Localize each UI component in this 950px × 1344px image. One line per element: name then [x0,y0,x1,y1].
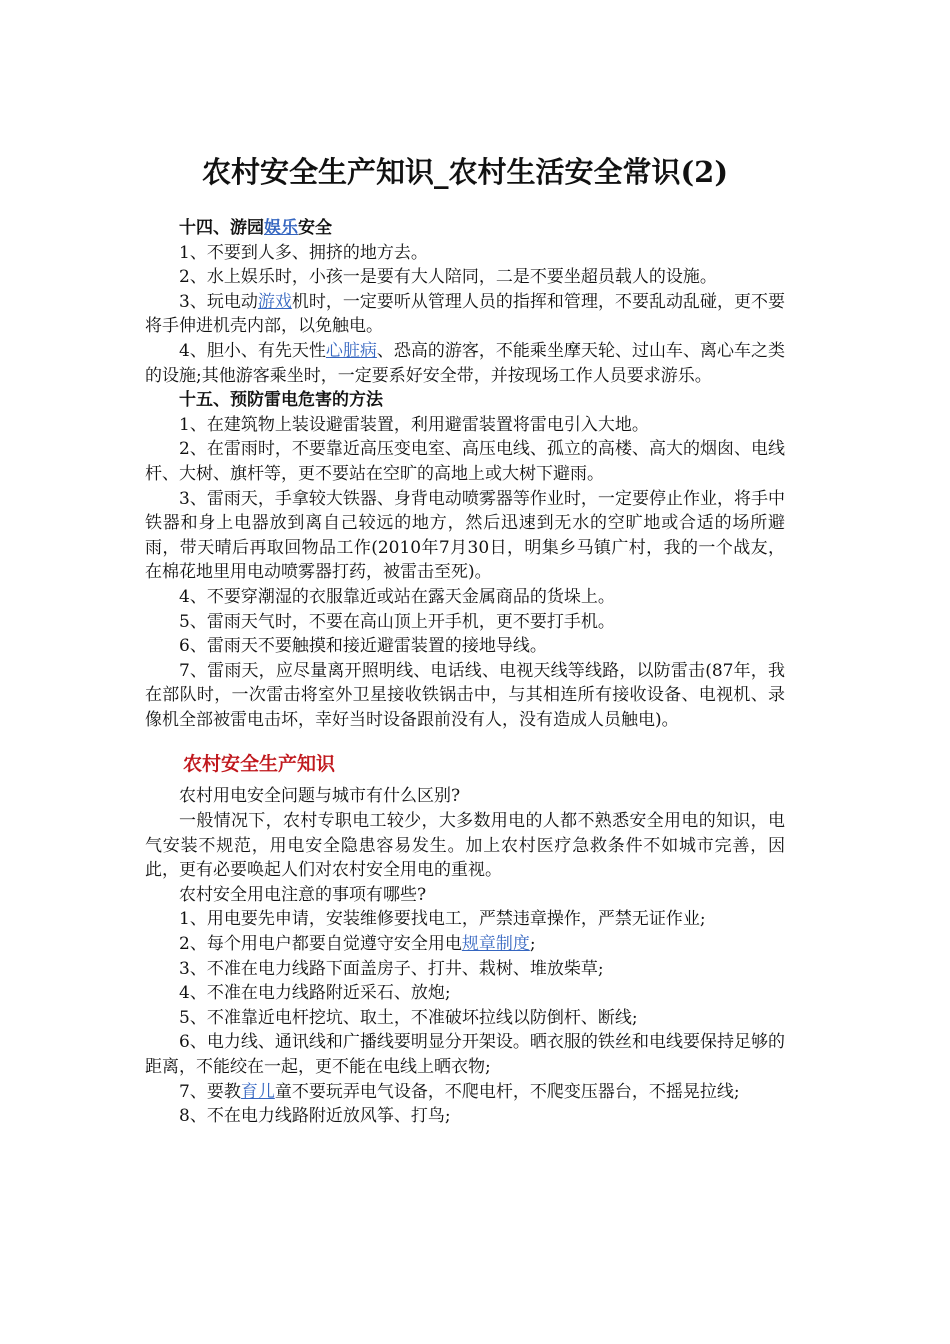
text-span: ; [529,934,536,955]
link-youxi[interactable]: 游戏 [257,291,292,312]
paragraph [145,932,785,957]
paragraph: 农村用电安全问题与城市有什么区别? [179,786,461,807]
red-section-heading: 农村安全生产知识 [183,753,336,776]
paragraph [145,290,785,339]
paragraph: 1、用电要先申请，安装维修要找电工，严禁违章操作，严禁无证作业; [179,909,706,930]
paragraph: 农村安全用电注意的事项有哪些? [179,884,427,905]
paragraph: 2、在雷雨时，不要靠近高压变电室、高压电线、孤立的高楼、高大的烟囱、电线杆、大树、旗杆等，更不要站在空旷的高地上或大树下避雨。 [145,439,785,484]
heading-text: 十四、游园 [179,218,264,238]
paragraph: 3、雷雨天，手拿较大铁器、身背电动喷雾器等作业时，一定要停止作业，将手中铁器和身上电器放到离自己较远的地方，然后迅速到无水的空旷地或合适的场所避雨，带天晴后再取回物品工作(2010年7月30日，明集乡马镇广村，我的一个战友，在棉花地里用电动喷雾器打药，被雷击至死)。 [145,488,785,583]
paragraph [145,339,785,388]
paragraph: 5、不准靠近电杆挖坑、取土，不准破坏拉线以防倒杆、断线; [179,1007,638,1028]
document-body [145,216,785,1129]
link-xinzangbing[interactable]: 心脏病 [325,340,377,361]
paragraph: 5、雷雨天气时，不要在高山顶上开手机，更不要打手机。 [179,611,615,632]
paragraph: 6、雷雨天不要触摸和接近避雷装置的接地导线。 [179,636,547,657]
paragraph: 4、不准在电力线路附近采石、放炮; [179,983,451,1004]
text-span: 4、胆小、有先天性 [179,340,326,361]
text-span: 3、玩电动 [179,291,258,312]
link-guizhangzhidu[interactable]: 规章制度 [461,934,530,955]
paragraph: 6、电力线、通讯线和广播线要明显分开架设。晒衣服的铁丝和电线要保持足够的距离，不能绞在一起，更不能在电线上晒衣物; [145,1032,785,1077]
text-span: 童不要玩弄电气设备，不爬电杆，不爬变压器台，不摇晃拉线; [274,1081,740,1102]
paragraph: 7、雷雨天，应尽量离开照明线、电话线、电视天线等线路，以防雷击(87年，我在部队时，一次雷击将室外卫星接收铁锅击中，与其相连所有接收设备、电视机、录像机全部被雷电击坏，幸好当时设备跟前没有人，没有造成人员触电)。 [145,660,785,730]
paragraph: 8、不在电力线路附近放风筝、打鸟; [179,1106,451,1127]
text-span: 7、要教 [179,1081,241,1102]
paragraph: 一般情况下，农村专职电工较少，大多数用电的人都不熟悉安全用电的知识，电气安装不规范，用电安全隐患容易发生。加上农村医疗急救条件不如城市完善，因此，更有必要唤起人们对农村安全用电的重视。 [145,811,785,881]
text-span: 机时，一定要听从管理人员的指挥和管理，不要乱动乱碰，更不要将手伸进机壳内部，以免触电。 [145,291,785,337]
paragraph [145,1080,785,1105]
text-span: 2、每个用电户都要自觉遵守安全用电 [179,934,462,955]
page-title: 农村安全生产知识_农村生活安全常识(2) [201,155,729,189]
paragraph: 4、不要穿潮湿的衣服靠近或站在露天金属商品的货垛上。 [179,586,615,607]
paragraph: 1、在建筑物上装设避雷装置，利用避雷装置将雷电引入大地。 [179,414,649,435]
paragraph: 2、水上娱乐时，小孩一是要有大人陪同，二是不要坐超员载人的设施。 [179,267,717,288]
section-15-heading: 十五、预防雷电危害的方法 [179,390,383,411]
paragraph: 3、不准在电力线路下面盖房子、打井、栽树、堆放柴草; [179,958,604,979]
link-yule[interactable]: 娱乐 [264,218,298,238]
text-span: 、恐高的游客，不能乘坐摩天轮、过山车、离心车之类的设施;其他游客乘坐时，一定要系好安全带，并按现场工作人员要求游乐。 [145,340,786,386]
link-yuer[interactable]: 育儿 [240,1081,275,1102]
heading-text: 安全 [298,218,332,238]
paragraph: 1、不要到人多、拥挤的地方去。 [179,242,428,263]
section-14-heading [145,216,785,241]
